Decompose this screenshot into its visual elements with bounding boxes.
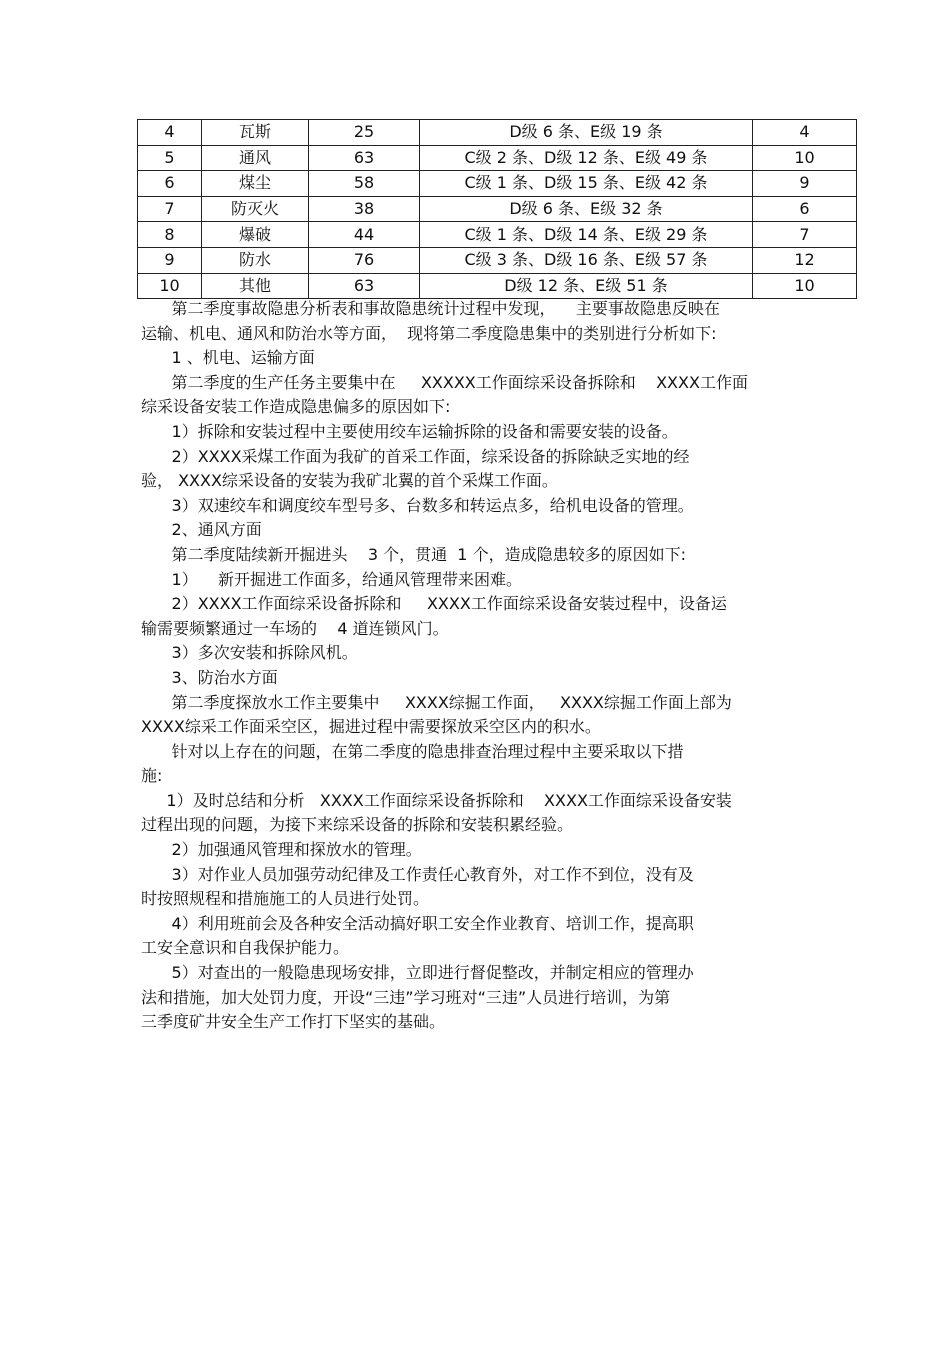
value-cell: 10 <box>753 273 857 299</box>
paragraph-line: 输需要频繁通过一车场的 4 道连锁风门。 <box>141 618 449 638</box>
grade-breakdown-cell: C级 1 条、D级 14 条、E级 29 条 <box>420 222 753 248</box>
section-heading: 3、防治水方面 <box>141 667 278 687</box>
row-index-cell: 8 <box>138 222 202 248</box>
paragraph-line: 运输、机电、通风和防治水等方面， 现将第二季度隐患集中的类别进行分析如下: <box>141 323 717 343</box>
count-cell: 25 <box>309 120 420 146</box>
paragraph-line: 第二季度陆续新开掘进头 3 个，贯通 1 个，造成隐患较多的原因如下: <box>141 544 686 564</box>
paragraph-line: 法和措施，加大处罚力度，开设“三违”学习班对“三违”人员进行培训，为第 <box>141 987 671 1007</box>
paragraph-line: 针对以上存在的问题，在第二季度的隐患排查治理过程中主要采取以下措 <box>141 741 684 761</box>
table-row <box>138 145 857 171</box>
table-row <box>138 196 857 222</box>
table-row <box>138 222 857 248</box>
count-cell: 63 <box>309 145 420 171</box>
table-row <box>138 247 857 273</box>
row-index-cell: 10 <box>138 273 202 299</box>
row-index-cell: 6 <box>138 171 202 197</box>
list-item: 2）XXXX采煤工作面为我矿的首采工作面，综采设备的拆除缺乏实地的经 <box>141 446 690 466</box>
count-cell: 63 <box>309 273 420 299</box>
list-item: 3）多次安装和拆除风机。 <box>141 643 358 663</box>
paragraph-line: 时按照规程和措施施工的人员进行处罚。 <box>141 889 430 909</box>
list-item: 3）对作业人员加强劳动纪律及工作责任心教育外，对工作不到位，没有及 <box>141 864 694 884</box>
list-item: 2）XXXX工作面综采设备拆除和 XXXX工作面综采设备安装过程中，设备运 <box>141 594 727 614</box>
grade-breakdown-cell: C级 1 条、D级 15 条、E级 42 条 <box>420 171 753 197</box>
category-cell: 煤尘 <box>202 171 309 197</box>
table-row <box>138 171 857 197</box>
category-cell: 其他 <box>202 273 309 299</box>
hazard-stats-table <box>137 119 857 299</box>
paragraph-line: 三季度矿井安全生产工作打下坚实的基础。 <box>141 1012 446 1032</box>
grade-breakdown-cell: D级 12 条、E级 51 条 <box>420 273 753 299</box>
list-item: 1）及时总结和分析 XXXX工作面综采设备拆除和 XXXX工作面综采设备安装 <box>141 790 732 810</box>
paragraph-line: 施: <box>141 766 163 786</box>
section-heading: 1 、机电、运输方面 <box>141 348 315 368</box>
count-cell: 44 <box>309 222 420 248</box>
category-cell: 防灭火 <box>202 196 309 222</box>
paragraph-line: 工安全意识和自我保护能力。 <box>141 938 350 958</box>
value-cell: 7 <box>753 222 857 248</box>
row-index-cell: 5 <box>138 145 202 171</box>
list-item: 2）加强通风管理和探放水的管理。 <box>141 840 422 860</box>
value-cell: 6 <box>753 196 857 222</box>
paragraph-line: 第二季度事故隐患分析表和事故隐患统计过程中发现， 主要事故隐患反映在 <box>141 299 720 318</box>
value-cell: 12 <box>753 247 857 273</box>
grade-breakdown-cell: D级 6 条、E级 32 条 <box>420 196 753 222</box>
list-item: 1）拆除和安装过程中主要使用绞车运输拆除的设备和需要安装的设备。 <box>141 421 678 441</box>
value-cell: 4 <box>753 120 857 146</box>
count-cell: 76 <box>309 247 420 273</box>
section-heading: 2、通风方面 <box>141 520 262 540</box>
paragraph-line: 第二季度探放水工作主要集中 XXXX综掘工作面， XXXX综掘工作面上部为 <box>141 692 732 712</box>
list-item: 5）对查出的一般隐患现场安排，立即进行督促整改，并制定相应的管理办 <box>141 963 694 983</box>
paragraph-line: XXXX综采工作面采空区，掘进过程中需要探放采空区内的积水。 <box>141 717 601 737</box>
grade-breakdown-cell: C级 2 条、D级 12 条、E级 49 条 <box>420 145 753 171</box>
row-index-cell: 7 <box>138 196 202 222</box>
value-cell: 9 <box>753 171 857 197</box>
table-row <box>138 273 857 299</box>
grade-breakdown-cell: D级 6 条、E级 19 条 <box>420 120 753 146</box>
category-cell: 防水 <box>202 247 309 273</box>
count-cell: 38 <box>309 196 420 222</box>
category-cell: 爆破 <box>202 222 309 248</box>
list-item: 3）双速绞车和调度绞车型号多、台数多和转运点多，给机电设备的管理。 <box>141 495 694 515</box>
paragraph-line: 第二季度的生产任务主要集中在 XXXXX工作面综采设备拆除和 XXXX工作面 <box>141 372 748 392</box>
grade-breakdown-cell: C级 3 条、D级 16 条、E级 57 条 <box>420 247 753 273</box>
table-row <box>138 120 857 146</box>
list-item: 4）利用班前会及各种安全活动搞好职工安全作业教育、培训工作，提高职 <box>141 913 694 933</box>
paragraph-line: 综采设备安装工作造成隐患偏多的原因如下: <box>141 397 451 417</box>
list-item: 1） 新开掘进工作面多，给通风管理带来困难。 <box>141 569 523 589</box>
paragraph-line: 验， XXXX综采设备的安装为我矿北翼的首个采煤工作面。 <box>141 471 558 491</box>
analysis-text <box>141 297 821 1035</box>
count-cell: 58 <box>309 171 420 197</box>
category-cell: 瓦斯 <box>202 120 309 146</box>
row-index-cell: 9 <box>138 247 202 273</box>
paragraph-line: 过程出现的问题，为接下来综采设备的拆除和安装积累经验。 <box>141 815 574 835</box>
category-cell: 通风 <box>202 145 309 171</box>
value-cell: 10 <box>753 145 857 171</box>
row-index-cell: 4 <box>138 120 202 146</box>
